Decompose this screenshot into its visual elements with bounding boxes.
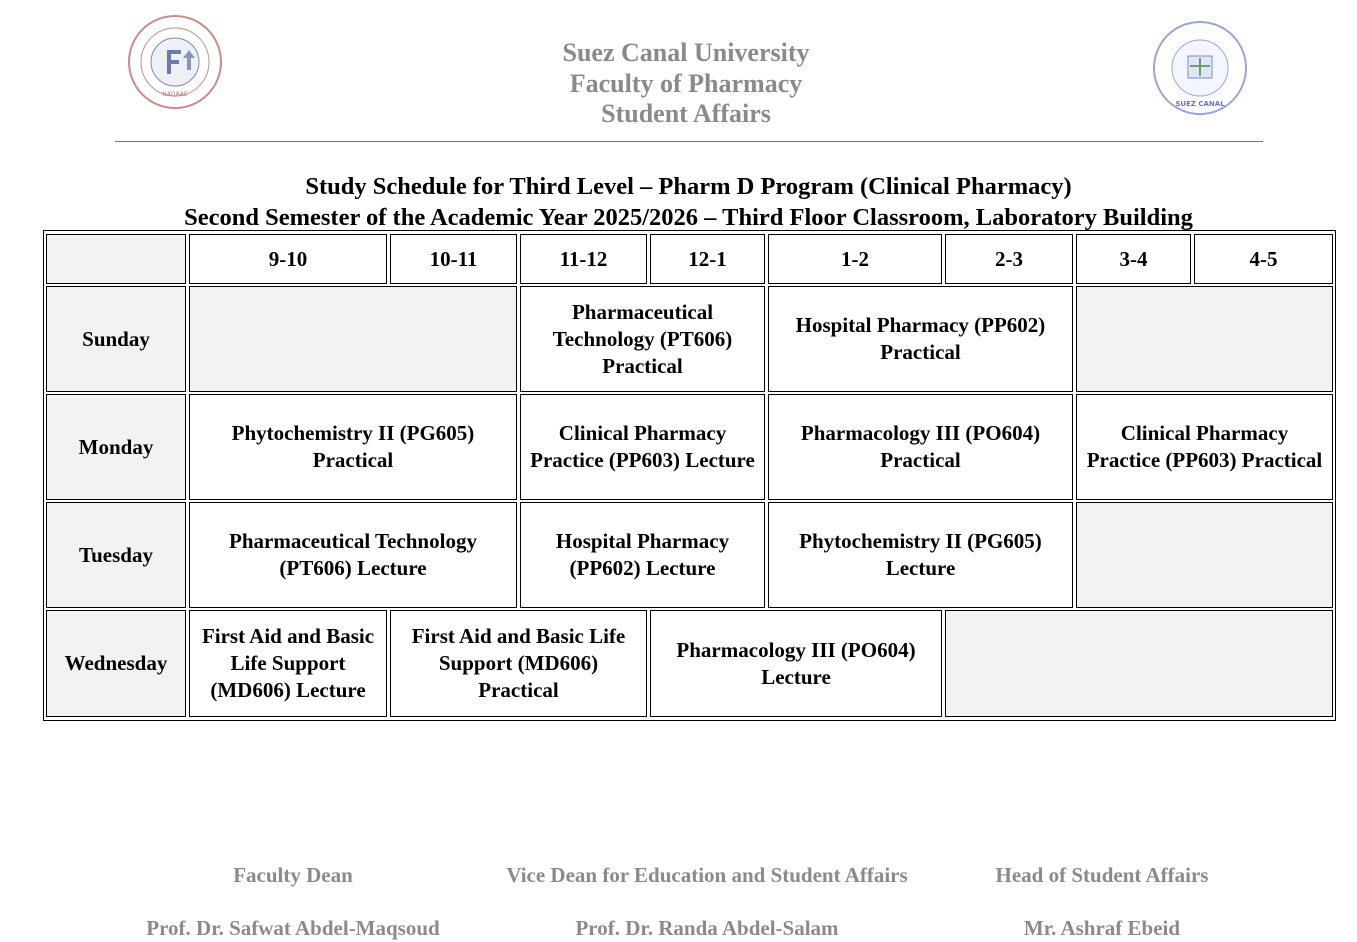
- vice-dean-title: Vice Dean for Education and Student Affairs: [506, 863, 908, 887]
- university-name: Suez Canal University: [562, 38, 810, 67]
- schedule-title: Study Schedule for Third Level – Pharm D Program (Clinical Pharmacy): [305, 173, 1072, 200]
- university-header: [440, 38, 932, 130]
- vice-dean-name: Prof. Dr. Randa Abdel-Salam: [575, 916, 839, 940]
- session-cell: First Aid and Basic Life Support (MD606) Lecture: [189, 610, 387, 717]
- time-slot-header: 12-1: [650, 234, 765, 284]
- svg-text:SUEZ CANAL: SUEZ CANAL: [1175, 100, 1225, 108]
- head-affairs-title: Head of Student Affairs: [995, 863, 1209, 887]
- header-divider: [115, 141, 1263, 142]
- faculty-accreditation-logo: [127, 14, 223, 110]
- session-cell: Hospital Pharmacy (PP602) Practical: [768, 286, 1073, 392]
- empty-slot: [189, 286, 517, 392]
- time-slot-header: 2-3: [945, 234, 1073, 284]
- time-slot-header: 11-12: [520, 234, 647, 284]
- dean-name: Prof. Dr. Safwat Abdel-Maqsoud: [146, 916, 440, 940]
- session-cell: Clinical Pharmacy Practice (PP603) Lecture: [520, 394, 765, 500]
- session-cell: Hospital Pharmacy (PP602) Lecture: [520, 502, 765, 608]
- empty-slot: [945, 610, 1333, 717]
- day-label-sunday: Sunday: [46, 286, 186, 392]
- session-cell: Phytochemistry II (PG605) Lecture: [768, 502, 1073, 608]
- dean-title: Faculty Dean: [233, 863, 353, 887]
- session-cell: Pharmacology III (PO604) Lecture: [650, 610, 942, 717]
- empty-slot: [1076, 286, 1333, 392]
- time-slot-header: 4-5: [1194, 234, 1333, 284]
- session-cell: Pharmaceutical Technology (PT606) Lecture: [189, 502, 517, 608]
- corner-cell: [46, 234, 186, 284]
- session-cell: First Aid and Basic Life Support (MD606) Practical: [390, 610, 647, 717]
- day-label-tuesday: Tuesday: [46, 502, 186, 608]
- session-cell: Pharmaceutical Technology (PT606) Practical: [520, 286, 765, 392]
- department-name: Student Affairs: [601, 99, 771, 128]
- head-affairs-name: Mr. Ashraf Ebeid: [1023, 916, 1181, 940]
- time-slot-header: 10-11: [390, 234, 517, 284]
- schedule-table: [43, 230, 1336, 721]
- session-cell: Clinical Pharmacy Practice (PP603) Practical: [1076, 394, 1333, 500]
- university-logo: [1152, 20, 1248, 116]
- day-label-monday: Monday: [46, 394, 186, 500]
- svg-text:NAQAAE: NAQAAE: [162, 91, 188, 98]
- time-slot-header: 3-4: [1076, 234, 1191, 284]
- schedule-subtitle: Second Semester of the Academic Year 2025/2026 – Third Floor Classroom, Laboratory Building: [184, 204, 1193, 231]
- session-cell: Phytochemistry II (PG605) Practical: [189, 394, 517, 500]
- faculty-name: Faculty of Pharmacy: [569, 68, 803, 98]
- time-slot-header: 9-10: [189, 234, 387, 284]
- day-label-wednesday: Wednesday: [46, 610, 186, 717]
- empty-slot: [1076, 502, 1333, 608]
- session-cell: Pharmacology III (PO604) Practical: [768, 394, 1073, 500]
- time-slot-header: 1-2: [768, 234, 942, 284]
- schedule-titles: [0, 171, 1357, 233]
